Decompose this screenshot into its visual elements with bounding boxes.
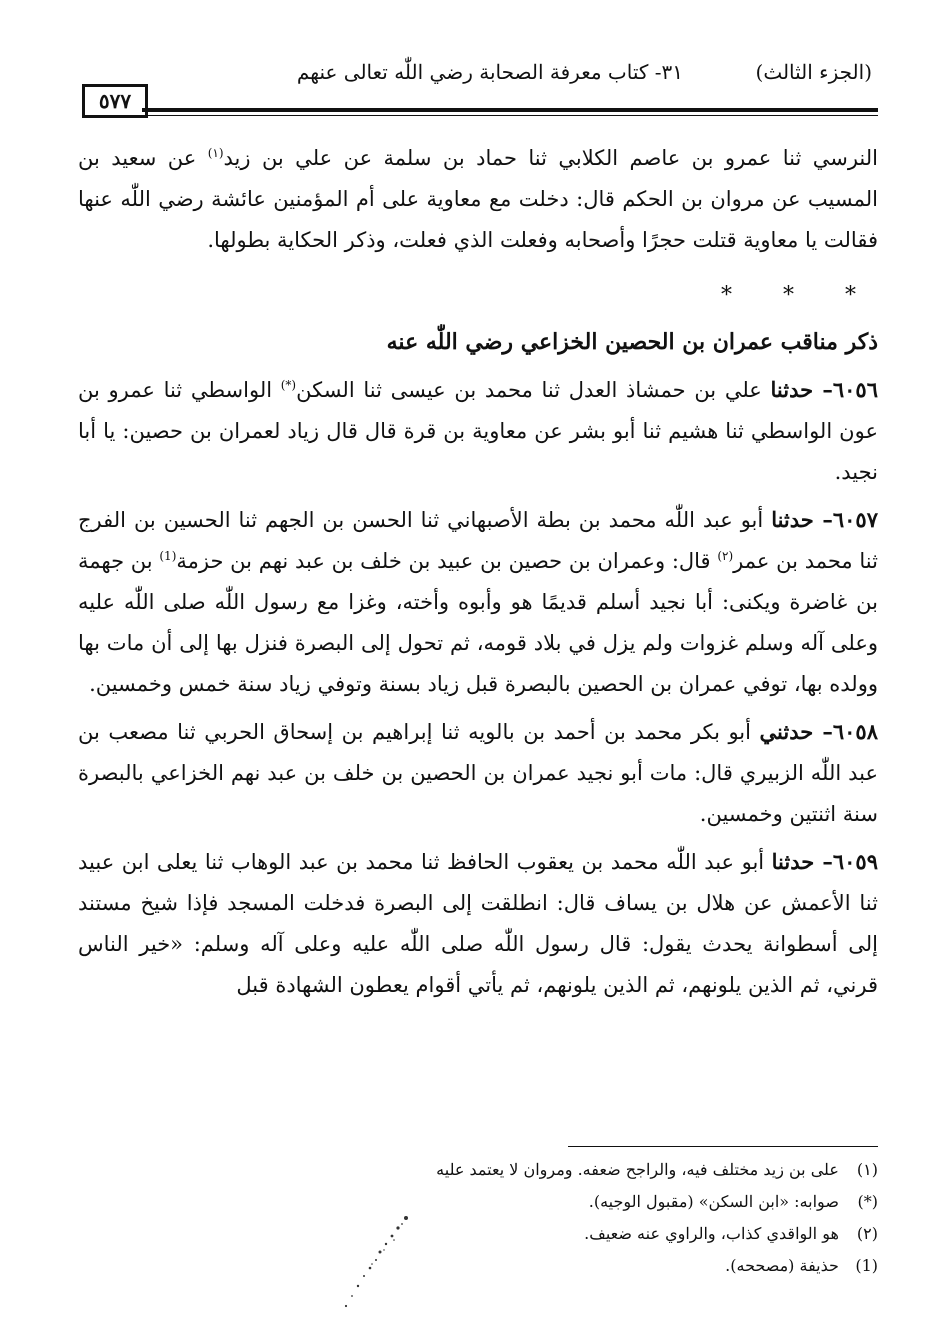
- main-text: [78, 138, 878, 1006]
- footnote-mark: (1): [855, 1256, 878, 1275]
- hadith-number: ٦٠٥٦: [832, 377, 878, 402]
- hadith-6057: [78, 499, 878, 705]
- hadith-text: أبو عبد اللّٰه محمد بن بطة الأصبهاني ثنا الحسن بن الجهم ثنا الحسين بن الفرج ثنا محمد بن عمر: [78, 508, 878, 573]
- footnote-item: [78, 1154, 878, 1186]
- hadith-text: أبو عبد اللّٰه محمد بن يعقوب الحافظ ثنا محمد بن عبد الوهاب ثنا يعلى ابن عبيد ثنا الأعمش عن هلال بن يساف قال: انطلقت إلى البصرة فدخلت المسجد فإذا شيخ مستند إلى أسطوانة يحدث يقول: قال رسول اللّٰه صلى اللّٰه عليه وعلى آله وسلم: «خير الناس قرني، ثم الذين يلونهم، ثم الذين يلونهم، ثم يأتي أقوام يعطون الشهادة قبل: [78, 850, 878, 997]
- footnote-mark: (١): [856, 1160, 878, 1179]
- narration-word: – حدثنا: [771, 849, 833, 874]
- footnote-mark: (*): [857, 1192, 878, 1211]
- section-separator: * * *: [721, 283, 878, 308]
- header-volume: (الجزء الثالث): [755, 60, 872, 84]
- hadith-6059: [78, 841, 878, 1006]
- footnote-text: صوابه: «ابن السكن» (مقبول الوجيه).: [588, 1192, 839, 1211]
- page-header: [78, 56, 878, 126]
- hadith-6058: [78, 711, 878, 835]
- hadith-number: ٦٠٥٩: [832, 849, 878, 874]
- hadith-text: علي بن حمشاذ العدل ثنا محمد بن عيسى ثنا السكن: [296, 378, 771, 402]
- book-page: [78, 40, 878, 1310]
- footnote-item: [78, 1218, 878, 1250]
- hadith-number: ٦٠٥٨: [832, 719, 878, 744]
- page-number: ٥٧٧: [98, 89, 132, 113]
- footnote-text: هو الواقدي كذاب، والراوي عنه ضعيف.: [584, 1224, 839, 1243]
- footnote-ref-star: (*): [280, 378, 297, 392]
- footnote-text: حذيفة (مصححه).: [725, 1256, 839, 1275]
- page-number-box: [82, 84, 148, 118]
- footnote-divider: [568, 1146, 878, 1147]
- intro-text-a: النرسي ثنا عمرو بن عاصم الكلابي ثنا حماد بن سلمة عن علي بن زيد: [223, 146, 878, 170]
- intro-paragraph: [78, 138, 878, 261]
- footnote-mark: (٢): [856, 1224, 878, 1243]
- footnote-ref-1: (١): [207, 146, 224, 160]
- footnote-ref-1-latin: (1): [159, 549, 177, 563]
- hadith-number: ٦٠٥٧: [832, 507, 878, 532]
- narration-word: – حدثنا: [770, 377, 833, 402]
- hadith-text: الواسطي ثنا عمرو بن عون الواسطي ثنا هشيم ثنا أبو بشر عن معاوية بن قرة قال قال زياد لعمران بن حصين: يا أبا نجيد.: [78, 378, 878, 484]
- narration-word: – حدثني: [759, 719, 833, 744]
- narration-word: – حدثنا: [771, 507, 833, 532]
- header-chapter-title: ٣١- كتاب معرفة الصحابة رضي اللّٰه تعالى عنهم: [296, 60, 683, 84]
- footnote-item: [78, 1250, 878, 1282]
- hadith-6056: [78, 369, 878, 493]
- footnote-text: على بن زيد مختلف فيه، والراجح ضعفه. ومروان لا يعتمد عليه: [436, 1160, 839, 1179]
- section-title: ذكر مناقب عمران بن الحصين الخزاعي رضي اللّٰه عنه: [386, 329, 878, 355]
- hadith-text: بن جهمة بن غاضرة ويكنى: أبا نجيد أسلم قديمًا هو وأبوه وأخته، وغزا مع رسول اللّٰه صلى اللّٰه عليه وعلى آله وسلم غزوات ولم يزل في بلاد قومه، ثم تحول إلى البصرة فنزل بها إلى أن مات بها وولده بها، توفي عمران بن الحصين بالبصرة قبل زياد بسنة وتوفي زياد سنة خمس وخمسين.: [78, 549, 878, 696]
- footnote-item: [78, 1186, 878, 1218]
- intro-text-b: عن سعيد بن المسيب عن مروان بن الحكم قال: دخلت مع معاوية على أم المؤمنين عائشة رضي اللّٰه عنها فقالت يا معاوية قتلت حجرًا وأصحابه وفعلت الذي فعلت، وذكر الحكاية بطولها.: [78, 146, 878, 252]
- scan-speckle: [336, 1210, 426, 1320]
- header-rule-thick: [142, 108, 878, 112]
- header-rule-thin: [142, 115, 878, 116]
- footnotes: [78, 1154, 878, 1282]
- footnote-ref-2: (٢): [717, 549, 734, 563]
- hadith-text: أبو بكر محمد بن أحمد بن بالويه ثنا إبراهيم بن إسحاق الحربي ثنا مصعب بن عبد اللّٰه الزبيري قال: مات أبو نجيد عمران بن الحصين بن خلف بن عبد نهم الخزاعي بالبصرة سنة اثنتين وخمسين.: [78, 720, 878, 826]
- hadith-text: قال: وعمران بن حصين بن عبيد بن خلف بن عبد نهم بن حزمة: [176, 549, 718, 573]
